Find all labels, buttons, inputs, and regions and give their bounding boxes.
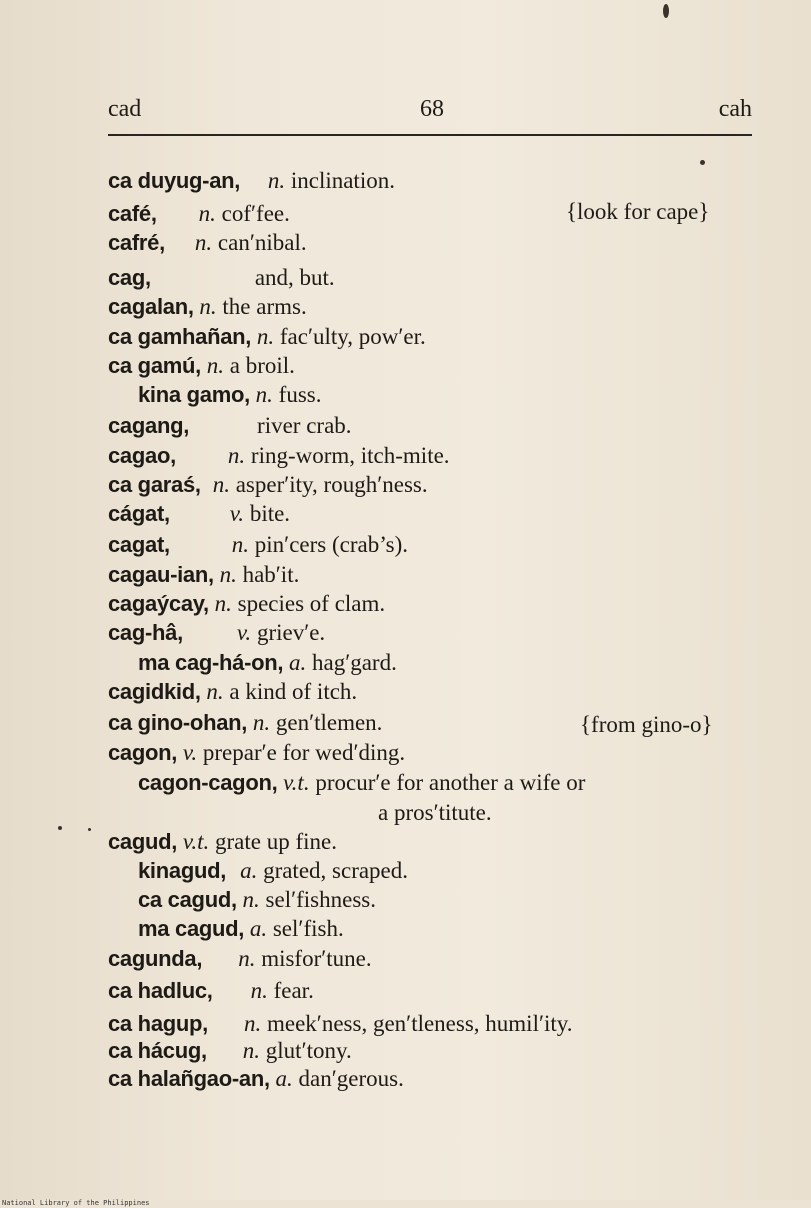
headword: cag,: [108, 265, 151, 290]
part-of-speech: n.: [227, 443, 246, 468]
headword: ma cagud,: [138, 916, 245, 941]
part-of-speech: a.: [249, 916, 268, 941]
definition: fac′ulty, pow′er.: [279, 324, 426, 349]
headword: cagon,: [108, 740, 178, 765]
entry: [138, 648, 788, 678]
headword: cagidkid,: [108, 679, 201, 704]
ink-mark: [700, 160, 705, 165]
part-of-speech: n.: [212, 472, 230, 497]
part-of-speech: v.: [236, 620, 252, 645]
definition: a kind of itch.: [229, 679, 358, 704]
definition: the arms.: [222, 294, 307, 319]
part-of-speech: v.t.: [283, 770, 310, 795]
entry: [108, 1009, 758, 1039]
ink-mark: [88, 828, 91, 831]
entry: [138, 885, 788, 915]
part-of-speech: n.: [256, 324, 275, 349]
definition: hag′gard.: [311, 650, 397, 675]
definition: fuss.: [278, 382, 322, 407]
part-of-speech: n.: [206, 679, 224, 704]
definition: pin′cers (crab’s).: [254, 532, 408, 557]
part-of-speech: a.: [275, 1066, 293, 1091]
definition: a pros′titute.: [378, 800, 492, 825]
definition: procur′e for another a wife or: [315, 770, 586, 795]
definition: dan′gerous.: [298, 1066, 404, 1091]
part-of-speech: v.t.: [182, 829, 210, 854]
entry: [108, 499, 758, 529]
entry: [108, 1064, 758, 1094]
headword: cagau-ian,: [108, 562, 214, 587]
headword: cafré,: [108, 230, 165, 255]
part-of-speech: n.: [214, 591, 232, 616]
definition: fear.: [273, 978, 314, 1003]
definition: sel′fishness.: [265, 887, 376, 912]
entry: [108, 351, 758, 381]
headword: ca halañgao-an,: [108, 1066, 270, 1091]
part-of-speech: n.: [255, 382, 273, 407]
headword: ca hagup,: [108, 1011, 208, 1036]
ink-mark: [663, 4, 669, 18]
headword: cagunda,: [108, 946, 203, 971]
library-watermark: National Library of the Philippines: [2, 1199, 150, 1207]
definition: misfor′tune.: [261, 946, 372, 971]
part-of-speech: v.: [182, 740, 198, 765]
definition: inclination.: [290, 168, 395, 193]
part-of-speech: n.: [242, 1038, 261, 1063]
headword: ca gamú,: [108, 353, 201, 378]
definition: grate up fine.: [215, 829, 337, 854]
definition: grated, scraped.: [263, 858, 409, 883]
entry: [108, 560, 758, 590]
headword: ca cagud,: [138, 887, 237, 912]
entry: [108, 470, 758, 500]
part-of-speech: a.: [240, 858, 258, 883]
headword: cagao,: [108, 443, 176, 468]
headword: ma cag-há-on,: [138, 650, 284, 675]
definition: griev′e.: [256, 620, 326, 645]
entry: [108, 827, 758, 857]
definition: can′nibal.: [217, 230, 307, 255]
entry: [138, 768, 788, 798]
part-of-speech: n.: [219, 562, 237, 587]
definition: gen′tlemen.: [275, 710, 383, 735]
part-of-speech: n.: [242, 887, 260, 912]
headword: kina gamo,: [138, 382, 250, 407]
definition: bite.: [249, 501, 291, 526]
definition: meek′ness, gen′tleness, humil′ity.: [267, 1011, 573, 1036]
ink-mark: [58, 826, 62, 830]
entry: [138, 856, 788, 886]
header-guide-word-right: cah: [718, 96, 752, 122]
definition: and, but.: [254, 265, 335, 290]
definition: species of clam.: [237, 591, 386, 616]
entry: [108, 166, 758, 196]
headword: ca hadluc,: [108, 978, 213, 1003]
entry: [108, 589, 758, 619]
headword: cagat,: [108, 532, 170, 557]
part-of-speech: n.: [198, 201, 216, 226]
definition: prepar′e for wed′ding.: [202, 740, 406, 765]
entry: [108, 618, 758, 648]
entry: [138, 380, 788, 410]
headword: cágat,: [108, 501, 170, 526]
definition: ring-worm, itch-mite.: [250, 443, 450, 468]
header-rule: [108, 134, 752, 136]
headword: cagalan,: [108, 294, 194, 319]
part-of-speech: n.: [231, 532, 250, 557]
entry: [108, 228, 758, 258]
part-of-speech: n.: [267, 168, 286, 193]
cross-reference-note: {from gino-o}: [580, 712, 713, 737]
part-of-speech: a.: [288, 650, 307, 675]
definition: glut′tony.: [265, 1038, 352, 1063]
definition: a broil.: [229, 353, 295, 378]
entry: [138, 914, 788, 944]
part-of-speech: n.: [238, 946, 256, 971]
definition: river crab.: [257, 413, 352, 438]
entry: [108, 322, 758, 352]
header-guide-word-left: cad: [108, 96, 142, 122]
headword: cagang,: [108, 413, 190, 438]
headword: café,: [108, 201, 157, 226]
entry: [108, 1036, 758, 1066]
headword: cagaýcay,: [108, 591, 209, 616]
definition: cof′fee.: [221, 201, 290, 226]
headword: cagon-cagon,: [138, 770, 278, 795]
headword: cag-hâ,: [108, 620, 183, 645]
cross-reference-note: {look for cape}: [566, 199, 710, 224]
headword: ca gino-ohan,: [108, 710, 248, 735]
part-of-speech: n.: [252, 710, 271, 735]
definition: hab′it.: [242, 562, 300, 587]
entry: [108, 263, 758, 293]
entry: [108, 292, 758, 322]
entry: [108, 530, 758, 560]
page-number: 68: [420, 96, 444, 122]
entry: [108, 944, 758, 974]
headword: cagud,: [108, 829, 178, 854]
running-header: [108, 96, 752, 130]
entry: [108, 738, 758, 768]
part-of-speech: n.: [250, 978, 268, 1003]
headword: ca hácug,: [108, 1038, 207, 1063]
entry: [108, 677, 758, 707]
entry-continuation: [378, 798, 811, 828]
part-of-speech: n.: [206, 353, 224, 378]
part-of-speech: v.: [229, 501, 245, 526]
definition: asper′ity, rough′ness.: [235, 472, 428, 497]
definition: sel′fish.: [272, 916, 344, 941]
headword: ca gamhañan,: [108, 324, 252, 349]
entry: [108, 411, 758, 441]
headword: ca garaś,: [108, 472, 201, 497]
entry: [108, 976, 758, 1006]
part-of-speech: n.: [194, 230, 213, 255]
part-of-speech: n.: [244, 1011, 262, 1036]
part-of-speech: n.: [199, 294, 217, 319]
headword: kinagud,: [138, 858, 227, 883]
headword: ca duyug-an,: [108, 168, 241, 193]
entry: [108, 441, 758, 471]
